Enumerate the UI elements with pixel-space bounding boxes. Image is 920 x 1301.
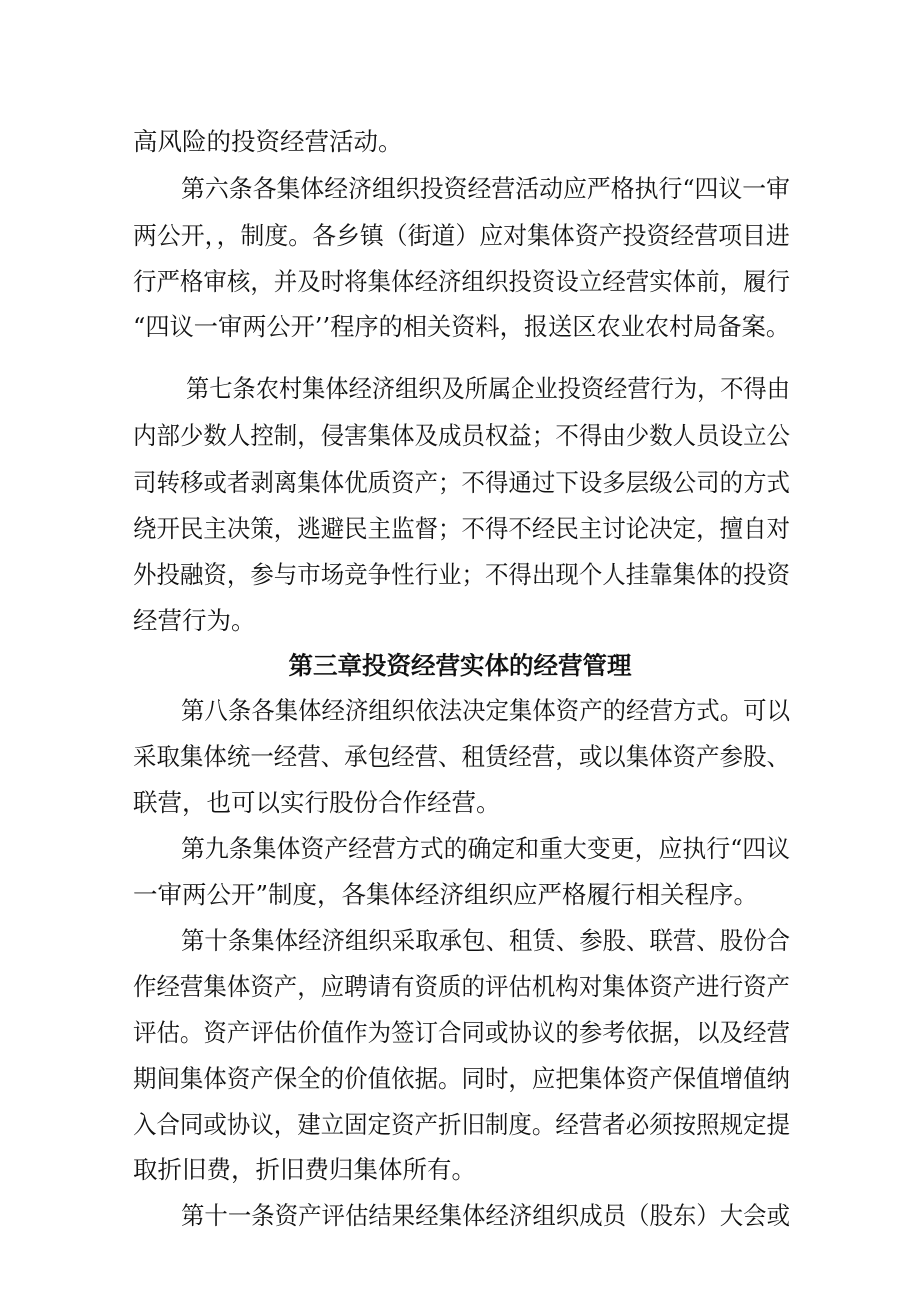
chapter-heading: 第三章投资经营实体的经营管理 <box>288 651 632 680</box>
text-line: 采取集体统一经营、承包经营、租赁经营，或以集体资产参股、 <box>133 742 790 771</box>
text-line: 联营，也可以实行股份合作经营。 <box>133 788 501 817</box>
text-line: 外投融资，参与市场竞争性行业；不得出现个人挂靠集体的投资 <box>133 560 790 589</box>
article-8-line: 第八条各集体经济组织依法决定集体资产的经营方式。可以 <box>181 696 790 725</box>
article-7-line: 第七条农村集体经济组织及所属企业投资经营行为，不得由 <box>186 374 790 403</box>
text-line: 作经营集体资产，应聘请有资质的评估机构对集体资产进行资产 <box>133 972 790 1001</box>
article-10-line: 第十条集体经济组织采取承包、租赁、参股、联营、股份合 <box>181 926 790 955</box>
text-line: 内部少数人控制，侵害集体及成员权益；不得由少数人员设立公 <box>133 421 790 450</box>
text-line: 一审两公开”制度，各集体经济组织应严格履行相关程序。 <box>133 880 759 909</box>
text-line: 司转移或者剥离集体优质资产；不得通过下设多层级公司的方式 <box>133 468 790 497</box>
text-line: 入合同或协议，建立固定资产折旧制度。经营者必须按照规定提 <box>133 1110 790 1139</box>
text-line: “四议一审两公开’’程序的相关资料，报送区农业农村局备案。 <box>133 312 791 341</box>
text-line: 评估。资产评估价值作为签订合同或协议的参考依据，以及经营 <box>133 1018 790 1047</box>
text-line: 期间集体资产保全的价值依据。同时，应把集体资产保值增值纳 <box>133 1064 790 1093</box>
article-9-line: 第九条集体资产经营方式的确定和重大变更，应执行“四议 <box>181 834 791 863</box>
text-line: 经营行为。 <box>133 606 256 635</box>
text-line: 绕开民主决策，逃避民主监督；不得不经民主讨论决定，擅自对 <box>133 514 790 543</box>
article-6-line: 第六条各集体经济组织投资经营活动应严格执行“四议一审 <box>181 174 791 203</box>
text-line: 取折旧费，折旧费归集体所有。 <box>133 1155 476 1184</box>
text-line: 行严格审核，并及时将集体经济组织投资设立经营实体前，履行 <box>133 267 790 296</box>
text-line: 高风险的投资经营活动。 <box>133 127 403 156</box>
text-line: 两公开，，制度。各乡镇（街道）应对集体资产投资经营项目进 <box>133 221 790 250</box>
article-11-line: 第十一条资产评估结果经集体经济组织成员（股东）大会或 <box>181 1201 790 1230</box>
